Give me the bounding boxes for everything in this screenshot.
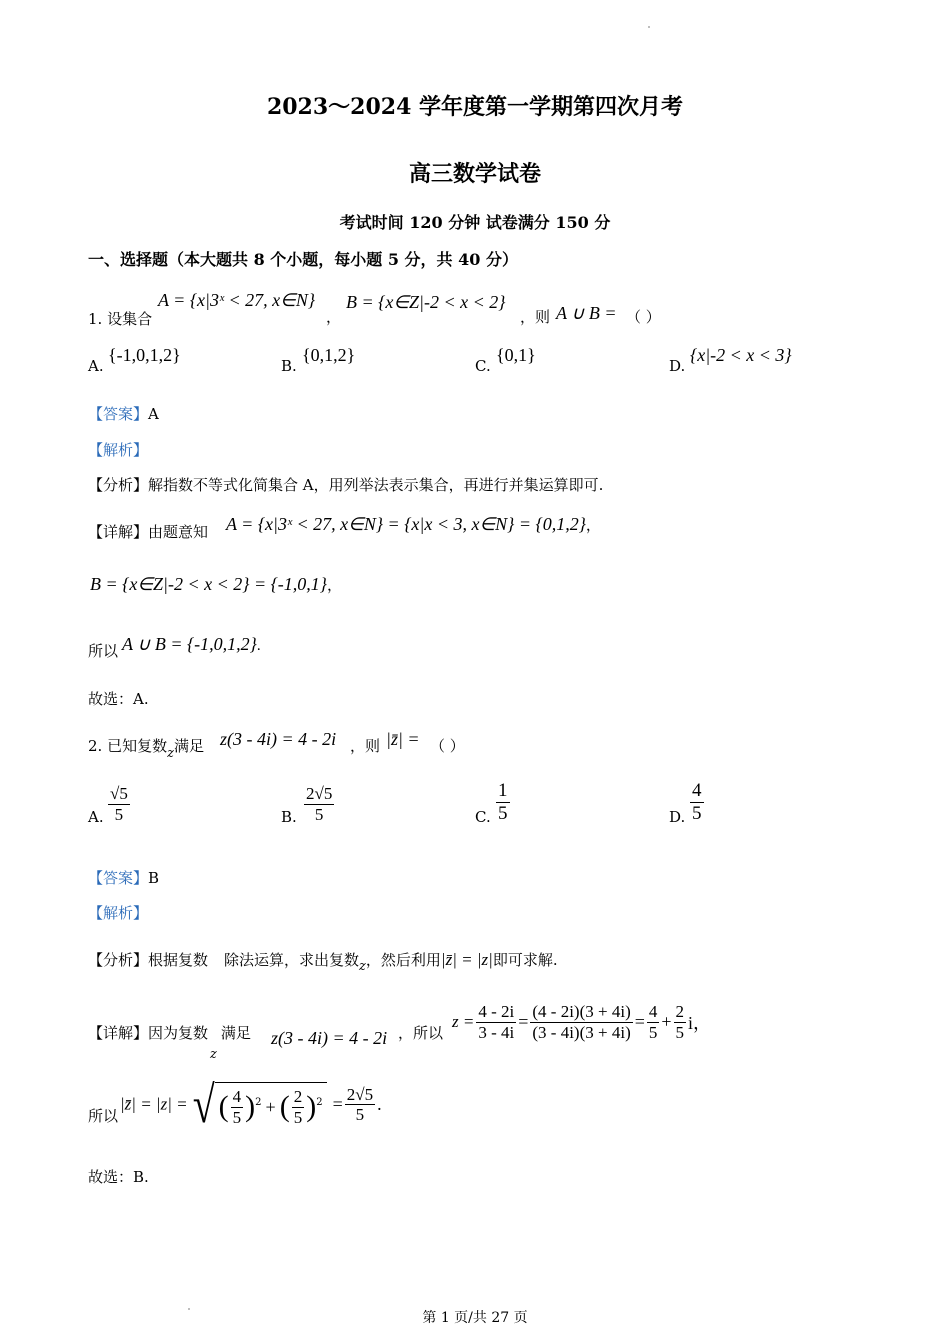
- q1-detail-pre: [88, 521, 208, 542]
- answer-tag: 【答案】: [88, 869, 149, 887]
- q2-detail-cond: z(3 - 4i) = 4 - 2i: [271, 1028, 388, 1048]
- q1-option-c-value: {0,1}: [496, 345, 536, 365]
- q1-option-b-value: {0,1,2}: [302, 345, 356, 365]
- page-number: 第 1 页/共 27 页: [422, 1310, 528, 1326]
- q1-fenxi: [88, 474, 603, 495]
- q2-option-b-value: $\frac{2√5}{5}$: [306, 784, 333, 824]
- q2-analysis-tag: 【解析】: [88, 904, 149, 922]
- scan-dot: [188, 1308, 190, 1310]
- q2-answer-line: [88, 867, 159, 888]
- q2-detail-equation: z = $\frac{4 - 2i}{3 - 4i}$ = $\frac{(4 - 2i)(3 + 4i)}{(3 - 4i)(3 + 4i)}$ = $\frac{4}{5}$ + $\frac{2}{5}$ i，: [452, 1002, 712, 1042]
- q2-option-d-key: D.: [669, 808, 686, 826]
- q1-set-b: B = {x∈Z|-2 < x < 2}: [346, 292, 506, 312]
- q2-option-c-key: C.: [475, 808, 491, 826]
- q2-label: 2. 已知复数z满足: [88, 737, 204, 761]
- q2-paren: （ ）: [430, 737, 465, 755]
- q2-fenxi: 【分析】根据复数 除法运算，求出复数z，然后利用|z̄| = |z|即可求解.: [88, 950, 558, 974]
- q1-option-a-value: {-1,0,1,2}: [108, 345, 181, 365]
- q1-tail-text: ，则: [520, 308, 551, 326]
- q2-option-a-value: $\frac{√5}{5}$: [110, 784, 128, 824]
- q1-option-a-key: A.: [88, 357, 104, 375]
- q1-answer: A: [148, 405, 159, 423]
- q1-detail-math2: B = {x∈Z|-2 < x < 2} = {-1,0,1}，: [90, 574, 342, 594]
- q1-option-b-key: B.: [281, 357, 297, 375]
- q1-expr: A ∪ B =: [556, 303, 617, 323]
- q1-option-c-key: C.: [475, 357, 491, 375]
- q2-detail-pre: 【详解】因为复数z满足: [88, 1024, 251, 1062]
- q1-so-math: A ∪ B = {-1,0,1,2}.: [122, 634, 261, 654]
- q2-answer: B: [148, 869, 160, 887]
- q1-label: 1. 设集合: [88, 310, 153, 328]
- q1-choose: 故选：A.: [88, 690, 149, 708]
- q1-option-d-value: {x|-2 < x < 3}: [690, 345, 792, 365]
- q2-option-b-key: B.: [281, 808, 297, 826]
- detail-pre: 由题意知: [148, 523, 209, 541]
- q1-paren: （ ）: [626, 308, 661, 326]
- q1-option-d-key: D.: [669, 357, 686, 375]
- q1-set-a: A = {x|3ˣ < 27, x∈N}: [158, 290, 316, 310]
- q1-so-pre: 所以: [88, 642, 119, 660]
- q2-so-pre: 所以: [88, 1107, 119, 1125]
- scan-dot: [648, 26, 650, 28]
- fenxi-text: 解指数不等式化简集合 A，用列举法表示集合，再进行并集运算即可.: [148, 476, 604, 494]
- q1-answer-line: [88, 403, 159, 424]
- q2-detail-so: ，所以: [398, 1024, 444, 1042]
- q1-detail-math1: A = {x|3ˣ < 27, x∈N} = {x|x < 3, x∈N} = {0,1,2}，: [226, 514, 601, 534]
- q1-analysis-tag: 【解析】: [88, 441, 149, 459]
- q2-condition: z(3 - 4i) = 4 - 2i: [220, 729, 337, 749]
- q2-option-c-value: $\frac{1}{5}$: [498, 780, 508, 824]
- page-title: 2023～2024 学年度第一学期第四次月考: [266, 94, 684, 120]
- section-heading: 一、选择题（本大题共 8 个小题，每小题 5 分，共 40 分）: [88, 250, 518, 269]
- q2-expr: |z̄| =: [386, 729, 420, 749]
- exam-info: 考试时间 120 分钟 试卷满分 150 分: [339, 213, 611, 232]
- page-subtitle: 高三数学试卷: [408, 161, 541, 187]
- fenxi-tag: 【分析】: [88, 476, 149, 494]
- q2-option-d-value: $\frac{4}{5}$: [692, 780, 702, 824]
- q2-option-a-key: A.: [88, 808, 104, 826]
- q1-comma: ，: [326, 308, 342, 326]
- q2-so-equation: |z̄| = |z| = √ ( $\frac{4}{5}$ )$^2$ + ( $\frac{2}{5}$ )$^2$ = $\frac{2√5}{5}$ .: [120, 1074, 382, 1134]
- q2-choose: 故选：B.: [88, 1168, 149, 1186]
- answer-tag: 【答案】: [88, 405, 149, 423]
- detail-tag: 【详解】: [88, 523, 149, 541]
- q2-tail-text: ，则: [350, 737, 381, 755]
